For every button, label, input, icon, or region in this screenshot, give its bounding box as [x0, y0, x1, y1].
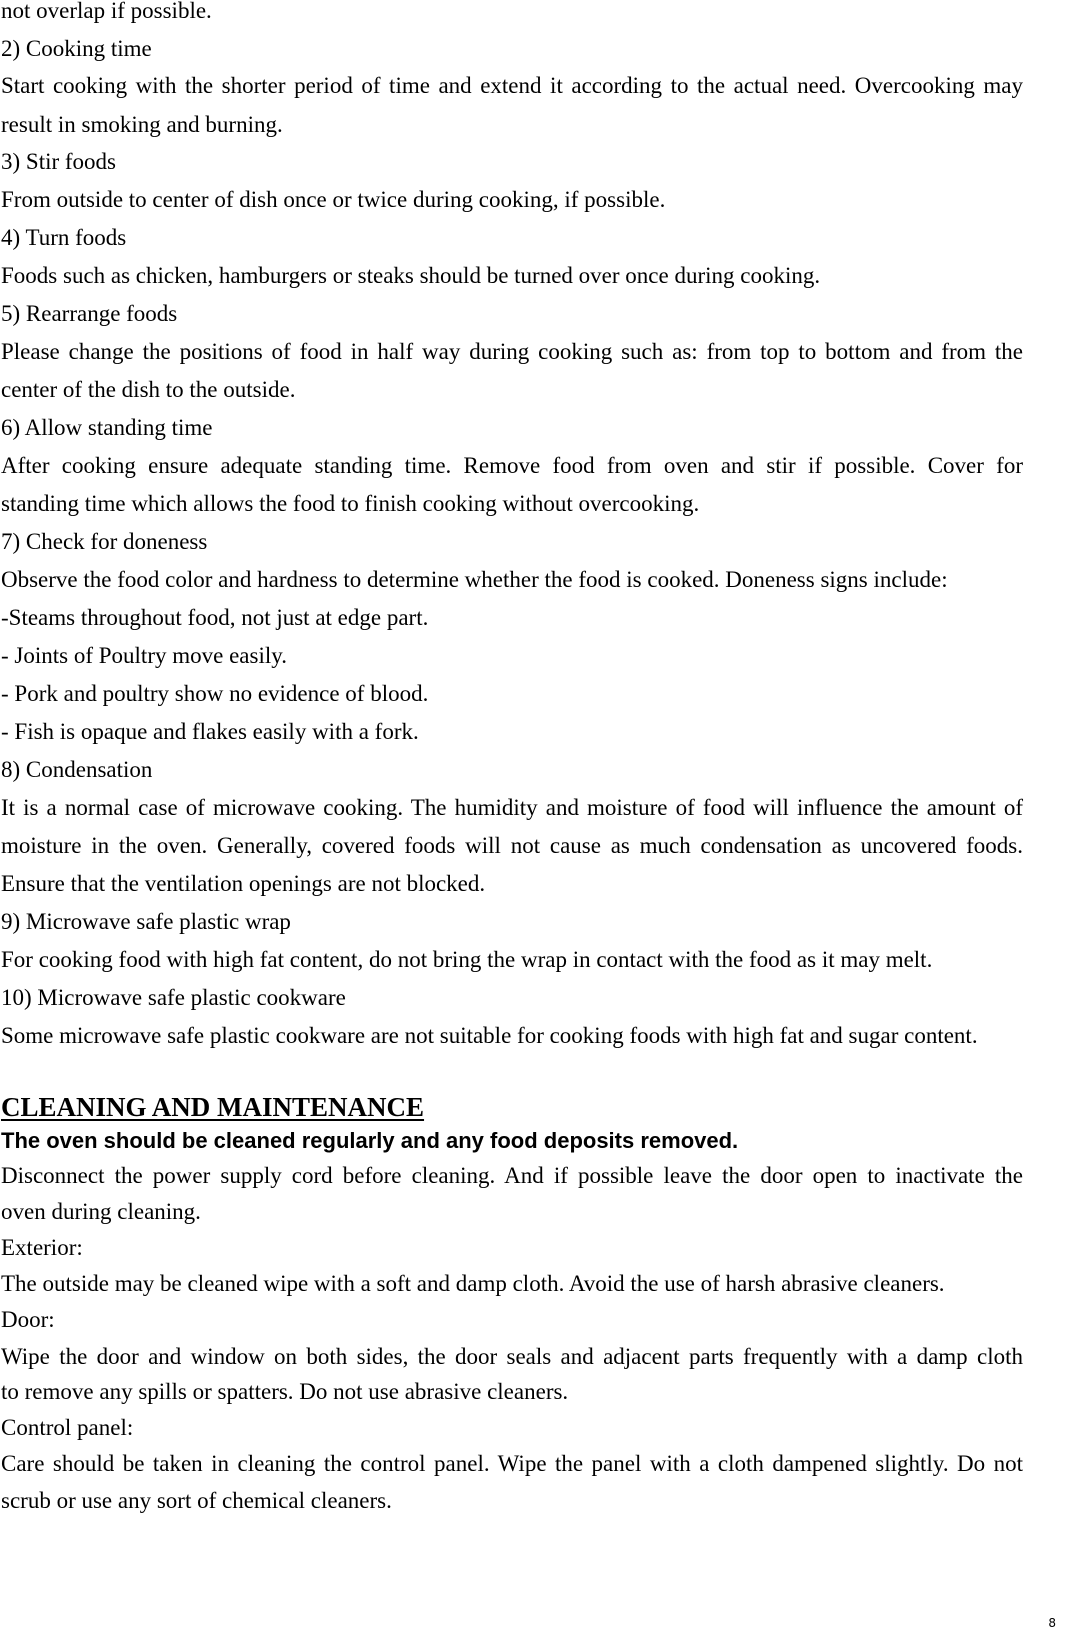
cleaning-heading-control-panel: Control panel: — [1, 1415, 134, 1440]
tip-heading-turn-foods: 4) Turn foods — [1, 225, 127, 250]
tip-text: center of the dish to the outside. — [1, 377, 296, 402]
cleaning-text: Care should be taken in cleaning the control panel. Wipe the panel with a cloth dampened slightly. Do not — [1, 1451, 1023, 1476]
cleaning-text: to remove any spills or spatters. Do not use abrasive cleaners. — [1, 1379, 569, 1404]
tip-text: For cooking food with high fat content, do not bring the wrap in contact with the food as it may melt. — [1, 947, 933, 972]
tip-text: moisture in the oven. Generally, covered foods will not cause as much condensation as uncovered foods. — [1, 833, 1023, 858]
doneness-sign: - Fish is opaque and flakes easily with a fork. — [1, 719, 419, 744]
tip-text: From outside to center of dish once or twice during cooking, if possible. — [1, 187, 666, 212]
cleaning-text: Wipe the door and window on both sides, the door seals and adjacent parts frequently with a damp cloth — [1, 1344, 1023, 1369]
tip-text: After cooking ensure adequate standing time. Remove food from oven and stir if possible. Cover for — [1, 453, 1023, 478]
doneness-sign: -Steams throughout food, not just at edge part. — [1, 605, 429, 630]
tip-text: Start cooking with the shorter period of time and extend it according to the actual need. Overcooking may — [1, 73, 1023, 98]
cleaning-heading-exterior: Exterior: — [1, 1235, 83, 1260]
tip-text: Observe the food color and hardness to determine whether the food is cooked. Doneness signs include: — [1, 567, 948, 592]
section-title-cleaning: CLEANING AND MAINTENANCE — [1, 1092, 425, 1122]
cleaning-text: The outside may be cleaned wipe with a soft and damp cloth. Avoid the use of harsh abrasive cleaners. — [1, 1271, 945, 1296]
cleaning-text: scrub or use any sort of chemical cleaners. — [1, 1488, 392, 1513]
doneness-sign: - Pork and poultry show no evidence of blood. — [1, 681, 429, 706]
tip-heading-rearrange-foods: 5) Rearrange foods — [1, 301, 178, 326]
tip-heading-plastic-cookware: 10) Microwave safe plastic cookware — [1, 985, 346, 1010]
cleaning-heading-door: Door: — [1, 1307, 55, 1332]
tip-text: standing time which allows the food to finish cooking without overcooking. — [1, 491, 700, 516]
tip-text: Some microwave safe plastic cookware are not suitable for cooking foods with high fat and sugar content. — [1, 1023, 978, 1048]
tip-text: Ensure that the ventilation openings are not blocked. — [1, 871, 486, 896]
tip-heading-cooking-time: 2) Cooking time — [1, 36, 152, 61]
tip-heading-stir-foods: 3) Stir foods — [1, 149, 116, 174]
tip-heading-plastic-wrap: 9) Microwave safe plastic wrap — [1, 909, 291, 934]
tip-text: Foods such as chicken, hamburgers or steaks should be turned over once during cooking. — [1, 263, 821, 288]
cleaning-intro: oven during cleaning. — [1, 1199, 201, 1224]
tip-text: It is a normal case of microwave cooking. The humidity and moisture of food will influence the amount of — [1, 795, 1023, 820]
intro-tail: not overlap if possible. — [1, 0, 212, 23]
tip-heading-condensation: 8) Condensation — [1, 757, 153, 782]
tip-heading-doneness: 7) Check for doneness — [1, 529, 208, 554]
cleaning-intro: Disconnect the power supply cord before cleaning. And if possible leave the door open to inactivate the — [1, 1163, 1023, 1188]
cleaning-lead: The oven should be cleaned regularly and any food deposits removed. — [1, 1128, 739, 1153]
tip-text: Please change the positions of food in half way during cooking such as: from top to bottom and from the — [1, 339, 1023, 364]
tip-text: result in smoking and burning. — [1, 112, 283, 137]
tip-heading-standing-time: 6) Allow standing time — [1, 415, 213, 440]
page-number: 8 — [1048, 1616, 1056, 1630]
doneness-sign: - Joints of Poultry move easily. — [1, 643, 287, 668]
